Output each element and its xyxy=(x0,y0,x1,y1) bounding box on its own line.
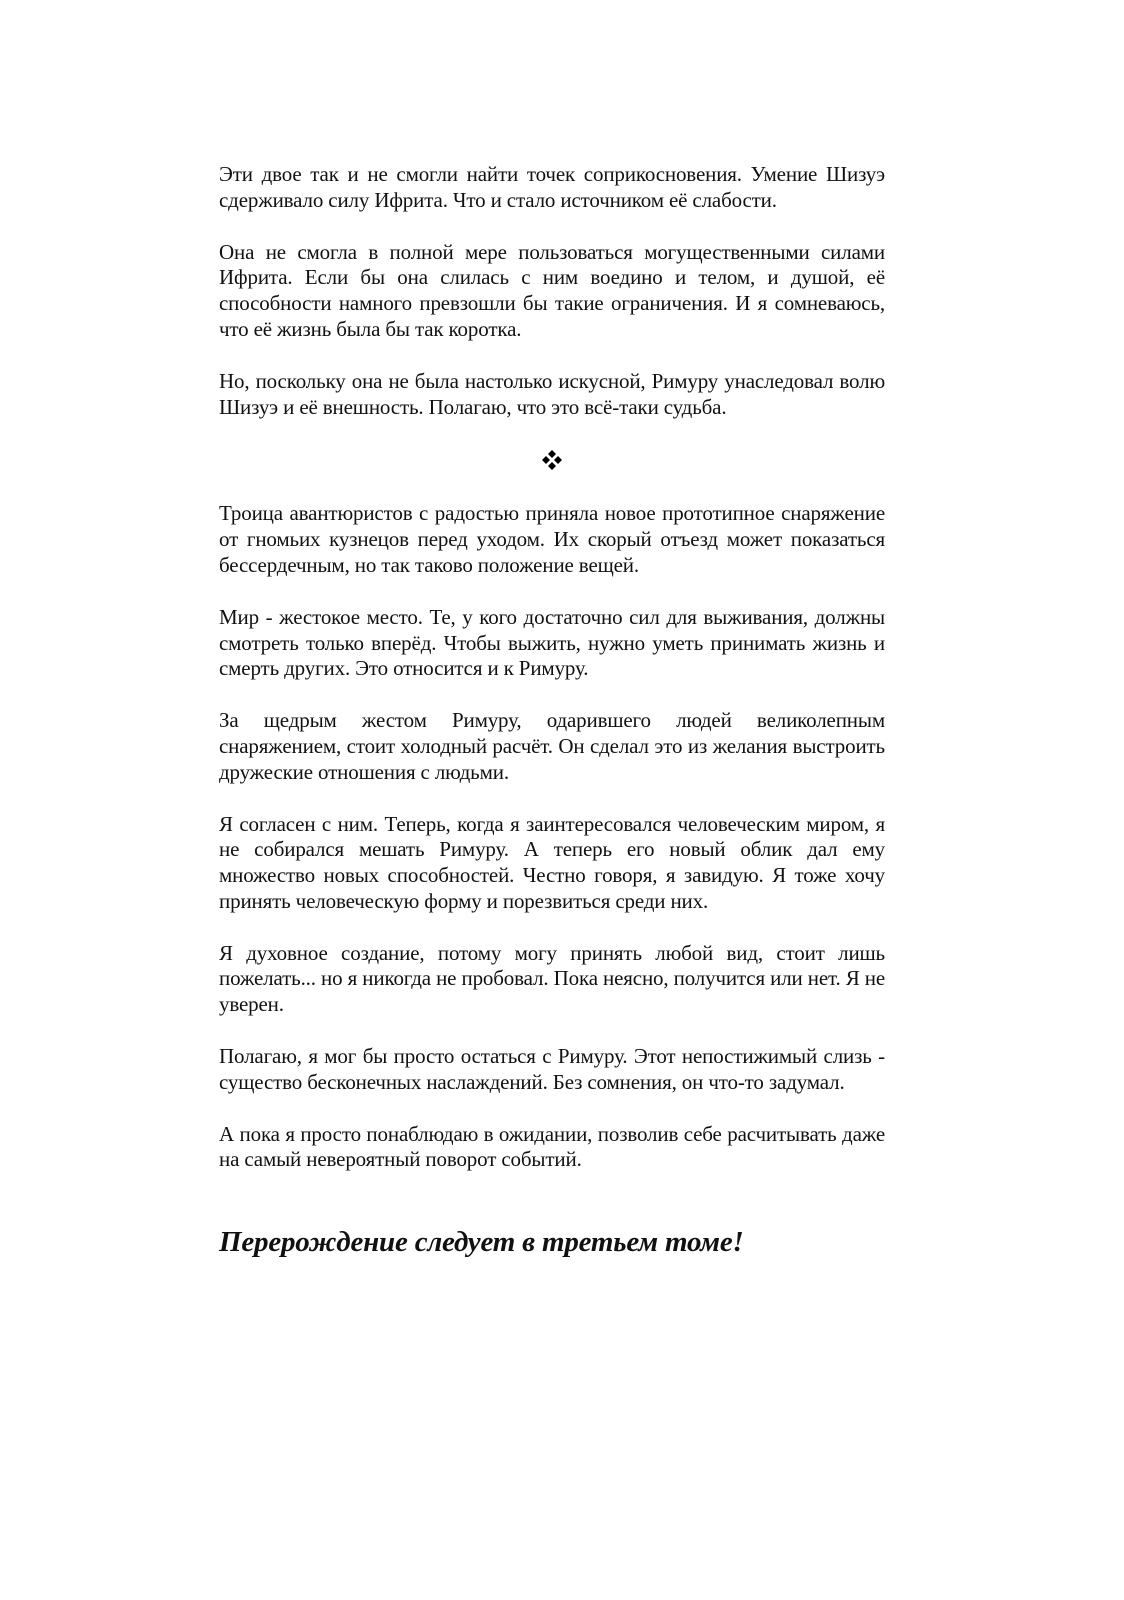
paragraph: Она не смогла в полной мере пользоваться могущественными силами Ифрита. Если бы она слилась с ним воедино и телом, и душой, её способности намного превзошли бы такие ограничения. И я сомневаюсь, что её жизнь была бы так коротка. xyxy=(219,239,885,341)
paragraph: Полагаю, я мог бы просто остаться с Римуру. Этот непостижимый слизь - существо бесконечных наслаждений. Без сомнения, он что-то задумал. xyxy=(219,1044,885,1094)
paragraph: Я духовное создание, потому могу принять любой вид, стоит лишь пожелать... но я никогда не пробовал. Пока неясно, получится или нет. Я не уверен. xyxy=(219,940,885,1017)
four-diamonds-ornament-icon xyxy=(541,445,563,470)
paragraph: Мир - жестокое место. Те, у кого достаточно сил для выживания, должны смотреть только вперёд. Чтобы выжить, нужно уметь принимать жизнь и смерть других. Это относится и к Римуру. xyxy=(219,604,885,681)
paragraph: Троица авантюристов с радостью приняла новое прототипное снаряжение от гномьих кузнецов перед уходом. Их скорый отъезд может показаться бессердечным, но так таково положение вещей. xyxy=(219,501,885,577)
section-separator xyxy=(219,446,885,471)
paragraph: Я согласен с ним. Теперь, когда я заинтересовался человеческим миром, я не собирался мешать Римуру. А теперь его новый облик дал ему множество новых способностей. Честно говоря, я завидую. Я тоже хочу принять человеческую форму и порезвиться среди них. xyxy=(219,811,885,913)
paragraph: А пока я просто понаблюдаю в ожидании, позволив себе расчитывать даже на самый невероятный поворот событий. xyxy=(219,1121,885,1172)
closing-announcement: Перерождение следует в третьем томе! xyxy=(219,1226,744,1259)
paragraph: За щедрым жестом Римуру, одарившего людей великолепным снаряжением, стоит холодный расчёт. Он сделал это из желания выстроить дружеские отношения с людьми. xyxy=(219,708,885,784)
paragraph: Эти двое так и не смогли найти точек соприкосновения. Умение Шизуэ сдерживало силу Ифрита. Что и стало источником её слабости. xyxy=(219,162,885,212)
paragraph: Но, поскольку она не была настолько искусной, Римуру унаследовал волю Шизуэ и её внешность. Полагаю, что это всё-таки судьба. xyxy=(219,368,885,419)
document-page xyxy=(219,162,885,1259)
